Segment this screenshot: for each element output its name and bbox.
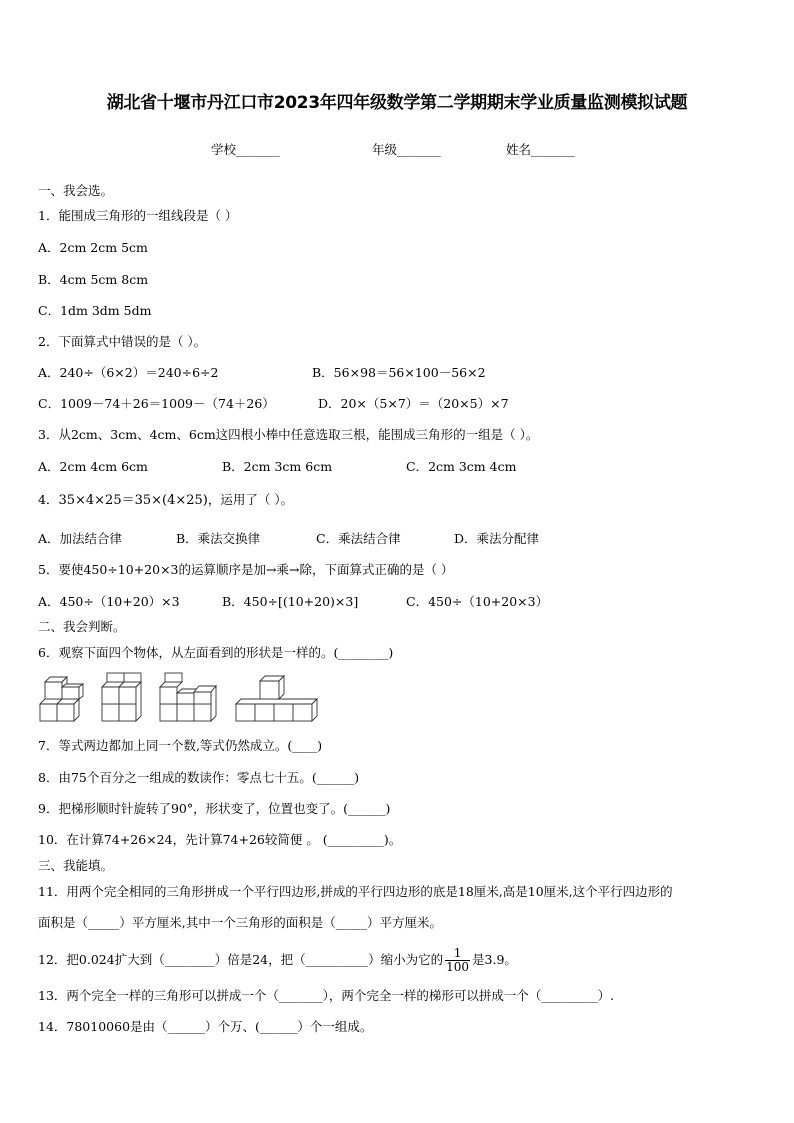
- question-1-option-c: C．1dm 3dm 5dm: [38, 303, 152, 318]
- question-3-option-c: C．2cm 3cm 4cm: [406, 459, 517, 474]
- question-12-text-1: 12．把0.024扩大到（________）倍是24，把（__________）缩小为它的: [38, 952, 444, 967]
- question-4-stem: [38, 492, 293, 509]
- question-14-stem: 14．78010060是由（______）个万、(______）个一组成。: [38, 1019, 373, 1034]
- question-2-option-d: D．20×（5×7）＝（20×5）×7: [318, 396, 509, 411]
- question-11-line-1: 11．用两个完全相同的三角形拼成一个平行四边形,拼成的平行四边形的底是18厘米,高是10厘米,这个平行四边形的: [38, 884, 673, 899]
- grade-field[interactable]: 年级_______: [372, 142, 441, 157]
- question-10-stem: 10．在计算74+26×24，先计算74+26较简便 。 (_________)。: [38, 832, 402, 847]
- question-5-option-c: C．450÷（10+20×3）: [406, 594, 549, 609]
- question-7-stem: 7．等式两边都加上同一个数,等式仍然成立。(____): [38, 738, 323, 753]
- cube-figure-2: [102, 673, 141, 721]
- question-12-text-2: 是3.9。: [472, 952, 517, 967]
- question-1-option-b: B．4cm 5cm 8cm: [38, 272, 149, 287]
- question-11-line-2: 面积是（_____）平方厘米,其中一个三角形的面积是（_____）平方厘米。: [38, 915, 442, 930]
- question-2-option-b: B．56×98＝56×100－56×2: [312, 365, 486, 380]
- question-5-option-b: B．450÷[(10+20)×3]: [222, 594, 359, 609]
- page-title: 湖北省十堰市丹江口市2023年四年级数学第二学期期末学业质量监测模拟试题: [106, 93, 688, 113]
- question-4-option-a: A．加法结合律: [38, 531, 123, 546]
- question-3-option-b: B．2cm 3cm 6cm: [222, 459, 333, 474]
- cube-figure-4: [236, 676, 317, 721]
- section-heading-2: 二、我会判断。: [38, 619, 126, 634]
- cube-figure-1: [40, 677, 83, 721]
- section-heading-3: 三、我能填。: [38, 858, 114, 873]
- question-4-number: 4．: [38, 492, 59, 507]
- question-1-option-a: A．2cm 2cm 5cm: [38, 240, 148, 255]
- question-4-suffix: ，运用了（ ）。: [207, 492, 294, 507]
- question-1-stem: 1．能围成三角形的一组线段是（ ）: [38, 208, 238, 223]
- section-heading-1: 一、我会选。: [38, 183, 114, 198]
- question-12-fraction: [445, 947, 470, 974]
- question-4-expression: 35×4×25＝35×(4×25): [58, 493, 208, 508]
- question-5-option-a: A．450÷（10+20）×3: [38, 594, 180, 609]
- question-9-stem: 9．把梯形顺时针旋转了90°，形状变了，位置也变了。(______): [38, 801, 391, 816]
- question-3-option-a: A．2cm 4cm 6cm: [38, 459, 148, 474]
- question-13-stem: 13．两个完全一样的三角形可以拼成一个（_______），两个完全一样的梯形可以拼成一个（_________）.: [38, 988, 615, 1003]
- question-5-stem: 5．要使450÷10+20×3的运算顺序是加→乘→除，下面算式正确的是（ ）: [38, 562, 454, 577]
- question-3-stem: 3．从2cm、3cm、4cm、6cm这四根小棒中任意选取三根，能围成三角形的一组是（ ）。: [38, 427, 539, 442]
- question-6-stem: 6．观察下面四个物体，从左面看到的形状是一样的。(________): [38, 645, 394, 660]
- cube-figures: [36, 670, 326, 728]
- question-12-stem: [38, 945, 517, 975]
- question-4-option-c: C．乘法结合律: [316, 531, 401, 546]
- question-4-option-b: B．乘法交换律: [176, 531, 261, 546]
- fraction-numerator: 1: [445, 947, 470, 961]
- question-2-stem: 2．下面算式中错误的是（ ）。: [38, 334, 207, 349]
- name-field[interactable]: 姓名_______: [506, 142, 575, 157]
- school-field[interactable]: 学校_______: [211, 142, 280, 157]
- cube-figure-3: [160, 673, 216, 721]
- question-8-stem: 8．由75个百分之一组成的数读作：零点七十五。(______): [38, 770, 360, 785]
- question-2-option-a: A．240÷（6×2）＝240÷6÷2: [38, 365, 219, 380]
- question-4-option-d: D．乘法分配律: [454, 531, 540, 546]
- fraction-denominator: 100: [446, 960, 470, 974]
- question-2-option-c: C．1009－74＋26＝1009－（74＋26）: [38, 396, 275, 411]
